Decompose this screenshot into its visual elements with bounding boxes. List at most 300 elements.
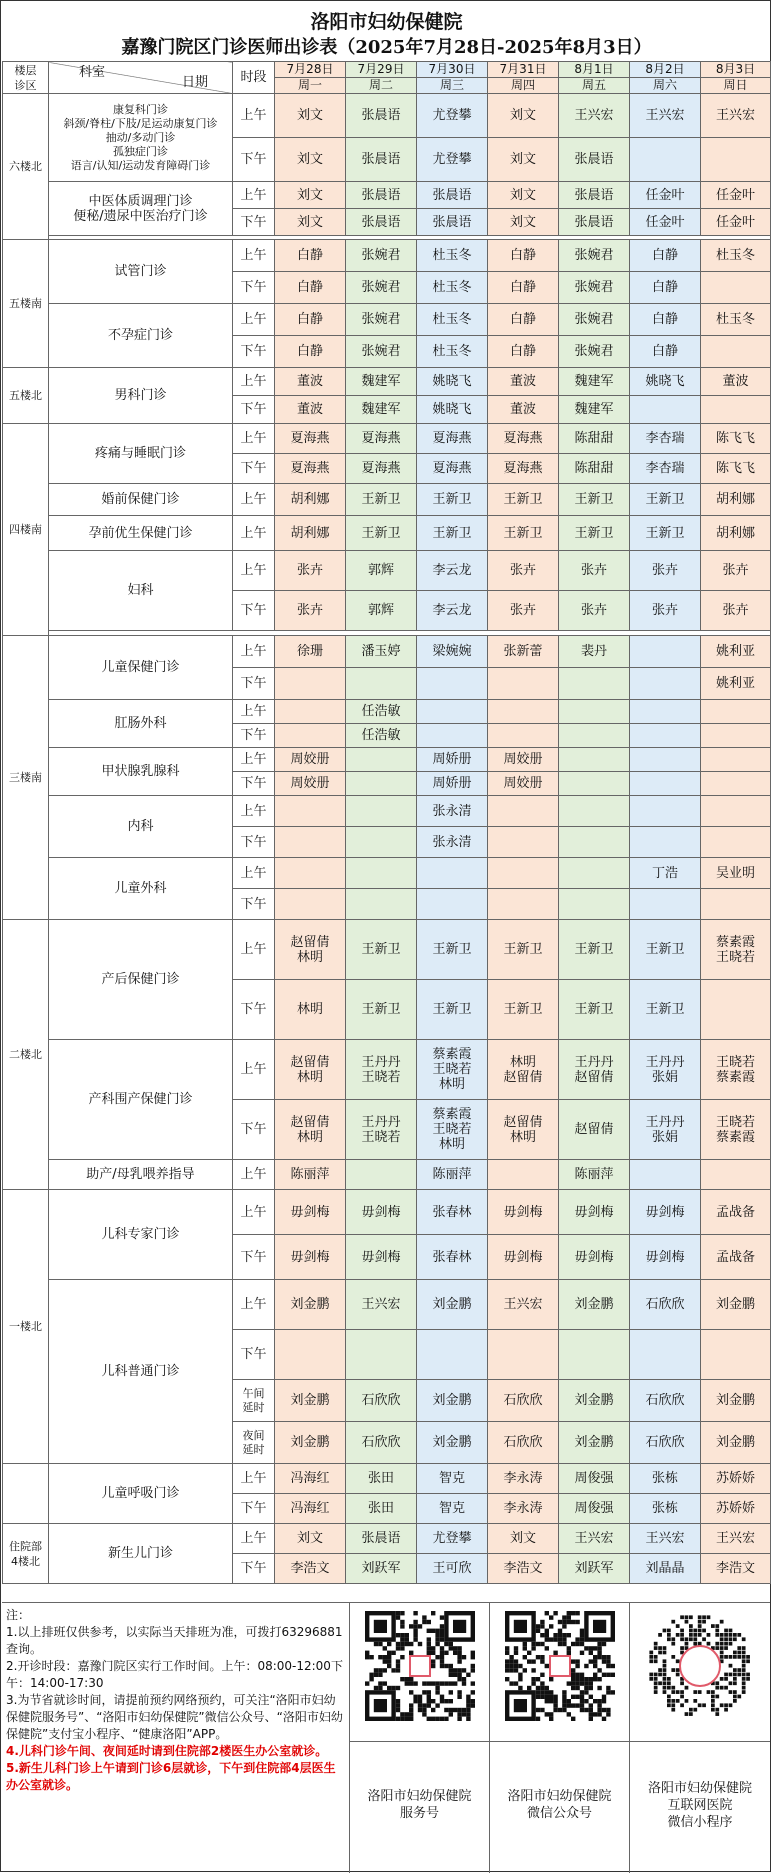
doctor-cell: 夏海燕	[275, 454, 346, 484]
department-perinatal: 产科围产保健门诊	[49, 1040, 233, 1160]
doctor-cell	[417, 889, 488, 920]
doctor-cell: 李杏瑞	[630, 424, 701, 454]
floor-zone: 五楼北	[3, 368, 49, 424]
doctor-cell: 毋剑梅	[488, 1235, 559, 1280]
doctor-cell: 张婉君	[559, 336, 630, 368]
doctor-cell: 张晨语	[346, 138, 417, 182]
doctor-cell	[701, 138, 771, 182]
session-pm: 下午	[233, 1554, 275, 1584]
doctor-cell: 王兴宏	[701, 1524, 771, 1554]
doctor-cell: 王新卫	[417, 484, 488, 516]
doctor-cell: 姚晓飞	[630, 368, 701, 396]
doctor-cell: 王新卫	[346, 980, 417, 1040]
doctor-cell: 毋剑梅	[346, 1190, 417, 1235]
doctor-cell	[701, 827, 771, 858]
doctor-cell: 毋剑梅	[488, 1190, 559, 1235]
doctor-cell: 白静	[488, 304, 559, 336]
doctor-cell: 陈丽萍	[275, 1160, 346, 1190]
doctor-cell: 毋剑梅	[559, 1190, 630, 1235]
doctor-cell: 石欣欣	[630, 1380, 701, 1422]
session-pm: 下午	[233, 827, 275, 858]
session-am: 上午	[233, 182, 275, 209]
doctor-cell: 姚晓飞	[417, 396, 488, 424]
session-pm: 下午	[233, 980, 275, 1040]
doctor-cell: 王丹丹 张娟	[630, 1040, 701, 1100]
doctor-cell	[417, 700, 488, 724]
department-tcm: 中医体质调理门诊 便秘/遗尿中医治疗门诊	[49, 182, 233, 236]
doctor-cell: 王兴宏	[630, 1524, 701, 1554]
doctor-cell	[630, 724, 701, 748]
date-header: 7月28日	[275, 62, 346, 78]
doctor-cell: 赵留倩 林明	[488, 1100, 559, 1160]
doctor-cell: 张晨语	[417, 182, 488, 209]
doctor-cell: 张晨语	[559, 209, 630, 236]
doctor-cell	[559, 827, 630, 858]
doctor-cell: 冯海红	[275, 1464, 346, 1494]
date-header: 8月1日	[559, 62, 630, 78]
doctor-cell	[630, 1330, 701, 1380]
qr-code-icon[interactable]	[505, 1611, 615, 1721]
doctor-cell: 王新卫	[346, 516, 417, 551]
doctor-cell: 张卉	[559, 551, 630, 591]
doctor-cell	[417, 668, 488, 700]
session-am: 上午	[233, 636, 275, 668]
session-pm: 下午	[233, 138, 275, 182]
doctor-cell	[559, 889, 630, 920]
session-pm: 下午	[233, 396, 275, 424]
session-am: 上午	[233, 748, 275, 772]
session-pm: 下午	[233, 272, 275, 304]
doctor-cell: 赵留倩 林明	[275, 1100, 346, 1160]
floor-zone: 六楼北	[3, 94, 49, 240]
doctor-cell: 张婉君	[346, 336, 417, 368]
schedule-subtitle: 嘉豫门院区门诊医师出诊表（2025年7月28日-2025年8月3日）	[121, 37, 652, 58]
department-preconception: 孕前优生保健门诊	[49, 516, 233, 551]
doctor-cell: 王新卫	[559, 484, 630, 516]
floor-header: 楼层 诊区	[3, 62, 49, 94]
doctor-cell: 杜玉冬	[701, 304, 771, 336]
department-postpartum: 产后保健门诊	[49, 920, 233, 1040]
session-am: 上午	[233, 1040, 275, 1100]
doctor-cell: 张晨语	[346, 1524, 417, 1554]
doctor-cell	[630, 748, 701, 772]
session-noon: 午间 延时	[233, 1380, 275, 1422]
session-pm: 下午	[233, 668, 275, 700]
doctor-cell	[275, 858, 346, 889]
doctor-cell: 魏建军	[346, 396, 417, 424]
session-am: 上午	[233, 700, 275, 724]
doctor-cell: 王新卫	[630, 484, 701, 516]
doctor-cell: 王新卫	[417, 516, 488, 551]
doctor-cell: 孟战备	[701, 1190, 771, 1235]
doctor-cell: 石欣欣	[488, 1422, 559, 1464]
doctor-cell: 杜玉冬	[417, 272, 488, 304]
doctor-cell: 李云龙	[417, 551, 488, 591]
doctor-cell: 刘文	[275, 1524, 346, 1554]
doctor-cell: 白静	[488, 272, 559, 304]
doctor-cell	[701, 700, 771, 724]
doctor-cell: 白静	[275, 336, 346, 368]
doctor-cell	[488, 889, 559, 920]
doctor-cell: 刘金鹏	[701, 1280, 771, 1330]
doctor-cell: 蔡素霞 王晓若 林明	[417, 1100, 488, 1160]
doctor-cell: 陈甜甜	[559, 454, 630, 484]
doctor-cell: 张春林	[417, 1235, 488, 1280]
doctor-cell	[559, 724, 630, 748]
doctor-cell: 陈丽萍	[417, 1160, 488, 1190]
doctor-cell: 王新卫	[559, 516, 630, 551]
note-5: 5.新生儿科门诊上午请到门诊6层就诊，下午到住院部4层医生办公室就诊。	[6, 1761, 336, 1792]
note-1: 1.以上排班仅供参考，以实际当天排班为准，可拨打63296881查询。	[6, 1625, 343, 1656]
doctor-cell: 裴丹	[559, 636, 630, 668]
doctor-cell: 王丹丹 张娟	[630, 1100, 701, 1160]
notes-title: 注：	[6, 1608, 31, 1622]
doctor-cell: 王兴宏	[488, 1280, 559, 1330]
qr-mini-caption: 洛阳市妇幼保健院 互联网医院 微信小程序	[630, 1741, 770, 1873]
weekday-header: 周三	[417, 78, 488, 94]
floor-zone: 二楼北	[3, 920, 49, 1190]
doctor-cell: 王兴宏	[559, 1524, 630, 1554]
doctor-cell	[417, 858, 488, 889]
doctor-cell: 夏海燕	[417, 424, 488, 454]
doctor-cell	[346, 1160, 417, 1190]
doctor-cell: 丁浩	[630, 858, 701, 889]
session-am: 上午	[233, 424, 275, 454]
doctor-cell: 李浩文	[275, 1554, 346, 1584]
doctor-cell	[630, 668, 701, 700]
session-am: 上午	[233, 94, 275, 138]
doctor-cell: 周俊强	[559, 1464, 630, 1494]
doctor-cell	[346, 858, 417, 889]
doctor-cell: 白静	[630, 240, 701, 272]
doctor-cell	[275, 889, 346, 920]
department-andrology: 男科门诊	[49, 368, 233, 424]
doctor-cell: 张晨语	[346, 209, 417, 236]
doctor-cell: 任浩敏	[346, 724, 417, 748]
doctor-cell	[701, 272, 771, 304]
session-am: 上午	[233, 920, 275, 980]
doctor-cell: 夏海燕	[346, 424, 417, 454]
doctor-cell: 智克	[417, 1464, 488, 1494]
doctor-cell: 张晨语	[417, 209, 488, 236]
doctor-cell: 任浩敏	[346, 700, 417, 724]
doctor-cell: 张婉君	[346, 240, 417, 272]
doctor-cell: 林明	[275, 980, 346, 1040]
doctor-cell	[488, 1160, 559, 1190]
doctor-cell: 姚利亚	[701, 668, 771, 700]
doctor-cell: 周姣册	[488, 748, 559, 772]
doctor-cell	[559, 796, 630, 827]
doctor-cell	[701, 748, 771, 772]
doctor-cell	[630, 772, 701, 796]
doctor-cell	[275, 1330, 346, 1380]
date-header: 8月2日	[630, 62, 701, 78]
doctor-cell: 王新卫	[559, 920, 630, 980]
doctor-cell: 董波	[275, 396, 346, 424]
doctor-cell: 王兴宏	[346, 1280, 417, 1330]
doctor-cell: 张晨语	[346, 182, 417, 209]
doctor-cell	[559, 858, 630, 889]
weekday-header: 周四	[488, 78, 559, 94]
doctor-cell: 刘文	[275, 138, 346, 182]
doctor-cell	[275, 827, 346, 858]
session-pm: 下午	[233, 336, 275, 368]
doctor-cell	[346, 889, 417, 920]
department-pedresp: 儿童呼吸门诊	[49, 1464, 233, 1524]
notes-panel	[2, 1603, 350, 1873]
doctor-cell: 王新卫	[488, 980, 559, 1040]
weekday-header: 周日	[701, 78, 771, 94]
weekday-header: 周一	[275, 78, 346, 94]
session-pm: 下午	[233, 454, 275, 484]
doctor-cell: 任金叶	[701, 182, 771, 209]
doctor-cell: 张卉	[559, 591, 630, 631]
doctor-cell: 刘跃军	[559, 1554, 630, 1584]
doctor-cell: 苏娇娇	[701, 1494, 771, 1524]
doctor-cell: 白静	[630, 272, 701, 304]
doctor-cell: 刘金鹏	[417, 1422, 488, 1464]
doctor-cell	[630, 827, 701, 858]
doctor-cell	[488, 858, 559, 889]
doctor-cell	[275, 724, 346, 748]
doctor-cell: 张晨语	[559, 182, 630, 209]
department-premarital: 婚前保健门诊	[49, 484, 233, 516]
doctor-cell	[630, 796, 701, 827]
doctor-cell: 王新卫	[630, 980, 701, 1040]
doctor-cell: 张栋	[630, 1464, 701, 1494]
doctor-cell: 刘金鹏	[417, 1380, 488, 1422]
doctor-cell: 张婉君	[559, 240, 630, 272]
department-rehab: 康复科门诊 斜颈/脊柱/下肢/足运动康复门诊 抽动/多动门诊 孤独症门诊 语言/认知/运动发育障碍门诊	[49, 94, 233, 182]
doctor-cell: 张卉	[630, 591, 701, 631]
doctor-cell: 周姣册	[488, 772, 559, 796]
doctor-cell: 张晨语	[346, 94, 417, 138]
mini-program-code-icon[interactable]	[645, 1611, 755, 1721]
session-am: 上午	[233, 304, 275, 336]
doctor-cell: 徐珊	[275, 636, 346, 668]
doctor-cell	[346, 668, 417, 700]
doctor-cell: 白静	[630, 336, 701, 368]
doctor-cell: 董波	[488, 368, 559, 396]
doctor-cell: 张春林	[417, 1190, 488, 1235]
doctor-cell	[701, 1330, 771, 1380]
doctor-cell: 王可欣	[417, 1554, 488, 1584]
session-pm: 下午	[233, 724, 275, 748]
floor-zone: 五楼南	[3, 240, 49, 368]
doctor-cell: 毋剑梅	[630, 1190, 701, 1235]
doctor-cell: 刘金鹏	[275, 1380, 346, 1422]
qr-service-account	[350, 1603, 490, 1873]
doctor-cell: 毋剑梅	[275, 1190, 346, 1235]
doctor-cell: 郭辉	[346, 551, 417, 591]
doctor-cell: 刘金鹏	[701, 1380, 771, 1422]
session-am: 上午	[233, 240, 275, 272]
session-pm: 下午	[233, 591, 275, 631]
session-pm: 下午	[233, 1494, 275, 1524]
doctor-cell	[417, 1330, 488, 1380]
doctor-cell: 毋剑梅	[630, 1235, 701, 1280]
doctor-cell	[559, 700, 630, 724]
doctor-cell: 周姣册	[275, 772, 346, 796]
session-pm: 下午	[233, 1330, 275, 1380]
doctor-cell: 董波	[701, 368, 771, 396]
doctor-cell: 毋剑梅	[559, 1235, 630, 1280]
doctor-cell: 郭辉	[346, 591, 417, 631]
doctor-cell: 刘文	[488, 1524, 559, 1554]
qr-code-icon[interactable]	[365, 1611, 475, 1721]
doctor-cell: 姚利亚	[701, 636, 771, 668]
note-2: 2.开诊时段：嘉豫门院区实行工作时间。上午：08:00-12:00下午：14:00-17:30	[6, 1659, 343, 1690]
doctor-cell: 夏海燕	[488, 424, 559, 454]
doctor-cell: 夏海燕	[346, 454, 417, 484]
doctor-cell	[630, 1160, 701, 1190]
doctor-cell: 任金叶	[701, 209, 771, 236]
date-header-label: 日期	[181, 75, 208, 90]
doctor-cell	[630, 700, 701, 724]
qr-wechat-caption: 洛阳市妇幼保健院 微信公众号	[490, 1741, 629, 1873]
doctor-cell: 蔡素霞 王晓若 林明	[417, 1040, 488, 1100]
weekday-header: 周二	[346, 78, 417, 94]
doctor-cell: 梁婉婉	[417, 636, 488, 668]
schedule-table	[2, 61, 771, 1584]
footer	[2, 1602, 770, 1872]
doctor-cell: 陈甜甜	[559, 424, 630, 454]
session-night: 夜间 延时	[233, 1422, 275, 1464]
doctor-cell: 石欣欣	[630, 1280, 701, 1330]
department-infertility: 不孕症门诊	[49, 304, 233, 368]
doctor-cell	[630, 138, 701, 182]
doctor-cell: 张婉君	[346, 272, 417, 304]
session-pm: 下午	[233, 889, 275, 920]
doctor-cell	[630, 636, 701, 668]
doctor-cell	[275, 668, 346, 700]
doctor-cell: 白静	[275, 240, 346, 272]
doctor-cell: 夏海燕	[488, 454, 559, 484]
doctor-cell: 王新卫	[346, 920, 417, 980]
floor-zone: 四楼南	[3, 424, 49, 636]
doctor-cell: 潘玉婷	[346, 636, 417, 668]
department-pedexpert: 儿科专家门诊	[49, 1190, 233, 1280]
doctor-cell	[701, 980, 771, 1040]
doctor-cell: 白静	[488, 240, 559, 272]
doctor-cell: 刘金鹏	[701, 1422, 771, 1464]
doctor-cell: 胡利娜	[275, 484, 346, 516]
doctor-cell: 张卉	[701, 591, 771, 631]
session-pm: 下午	[233, 1235, 275, 1280]
doctor-cell: 刘文	[275, 209, 346, 236]
doctor-cell: 刘金鹏	[275, 1422, 346, 1464]
doctor-cell: 任金叶	[630, 182, 701, 209]
doctor-cell: 陈飞飞	[701, 424, 771, 454]
doctor-cell: 刘文	[488, 138, 559, 182]
doctor-cell: 魏建军	[559, 368, 630, 396]
doctor-cell: 白静	[630, 304, 701, 336]
doctor-cell: 胡利娜	[701, 484, 771, 516]
department-internal: 内科	[49, 796, 233, 858]
doctor-cell	[275, 700, 346, 724]
doctor-cell: 李浩文	[488, 1554, 559, 1584]
doctor-cell: 王晓若 蔡素霞	[701, 1040, 771, 1100]
doctor-cell: 任金叶	[630, 209, 701, 236]
department-childcare: 儿童保健门诊	[49, 636, 233, 700]
doctor-cell: 张新蕾	[488, 636, 559, 668]
dept-date-header	[49, 62, 233, 94]
doctor-cell	[559, 668, 630, 700]
date-header: 7月31日	[488, 62, 559, 78]
doctor-cell: 张田	[346, 1464, 417, 1494]
session-am: 上午	[233, 516, 275, 551]
session-header: 时段	[233, 62, 275, 94]
session-pm: 下午	[233, 772, 275, 796]
doctor-cell: 李杏瑞	[630, 454, 701, 484]
doctor-cell: 蔡素霞 王晓若	[701, 920, 771, 980]
doctor-cell: 杜玉冬	[417, 336, 488, 368]
weekday-header: 周六	[630, 78, 701, 94]
doctor-cell: 周姣册	[275, 748, 346, 772]
doctor-cell: 刘金鹏	[417, 1280, 488, 1330]
doctor-cell: 周娇册	[417, 748, 488, 772]
doctor-cell: 张婉君	[346, 304, 417, 336]
doctor-cell: 张田	[346, 1494, 417, 1524]
doctor-cell	[630, 889, 701, 920]
session-am: 上午	[233, 368, 275, 396]
doctor-cell	[701, 796, 771, 827]
doctor-cell: 王新卫	[559, 980, 630, 1040]
doctor-cell: 王新卫	[488, 484, 559, 516]
session-am: 上午	[233, 1160, 275, 1190]
session-am: 上午	[233, 1190, 275, 1235]
doctor-cell	[701, 772, 771, 796]
doctor-cell: 魏建军	[559, 396, 630, 424]
doctor-cell: 杜玉冬	[417, 304, 488, 336]
doctor-cell: 尤登攀	[417, 94, 488, 138]
doctor-cell: 王丹丹 赵留倩	[559, 1040, 630, 1100]
doctor-cell: 白静	[275, 272, 346, 304]
doctor-cell: 王新卫	[417, 920, 488, 980]
session-am: 上午	[233, 551, 275, 591]
doctor-cell: 石欣欣	[346, 1380, 417, 1422]
doctor-cell	[488, 827, 559, 858]
doctor-cell: 石欣欣	[346, 1422, 417, 1464]
session-am: 上午	[233, 1280, 275, 1330]
doctor-cell: 周娇册	[417, 772, 488, 796]
doctor-cell: 王兴宏	[559, 94, 630, 138]
doctor-cell: 毋剑梅	[346, 1235, 417, 1280]
doctor-cell: 董波	[488, 396, 559, 424]
department-pain: 疼痛与睡眠门诊	[49, 424, 233, 484]
doctor-cell: 刘金鹏	[275, 1280, 346, 1330]
doctor-cell: 苏娇娇	[701, 1464, 771, 1494]
doctor-cell: 张晨语	[559, 138, 630, 182]
department-ivf: 试管门诊	[49, 240, 233, 304]
doctor-cell: 夏海燕	[275, 424, 346, 454]
date-header: 8月3日	[701, 62, 771, 78]
doctor-cell	[630, 396, 701, 424]
doctor-cell: 陈飞飞	[701, 454, 771, 484]
doctor-cell: 张卉	[488, 551, 559, 591]
floor-zone	[3, 1464, 49, 1524]
doctor-cell: 石欣欣	[630, 1422, 701, 1464]
session-am: 上午	[233, 796, 275, 827]
doctor-cell	[559, 748, 630, 772]
doctor-cell: 刘跃军	[346, 1554, 417, 1584]
department-pedgeneral: 儿科普通门诊	[49, 1280, 233, 1464]
doctor-cell: 刘文	[488, 182, 559, 209]
doctor-cell: 刘金鹏	[559, 1380, 630, 1422]
doctor-cell	[488, 796, 559, 827]
session-pm: 下午	[233, 1100, 275, 1160]
doctor-cell: 张卉	[701, 551, 771, 591]
